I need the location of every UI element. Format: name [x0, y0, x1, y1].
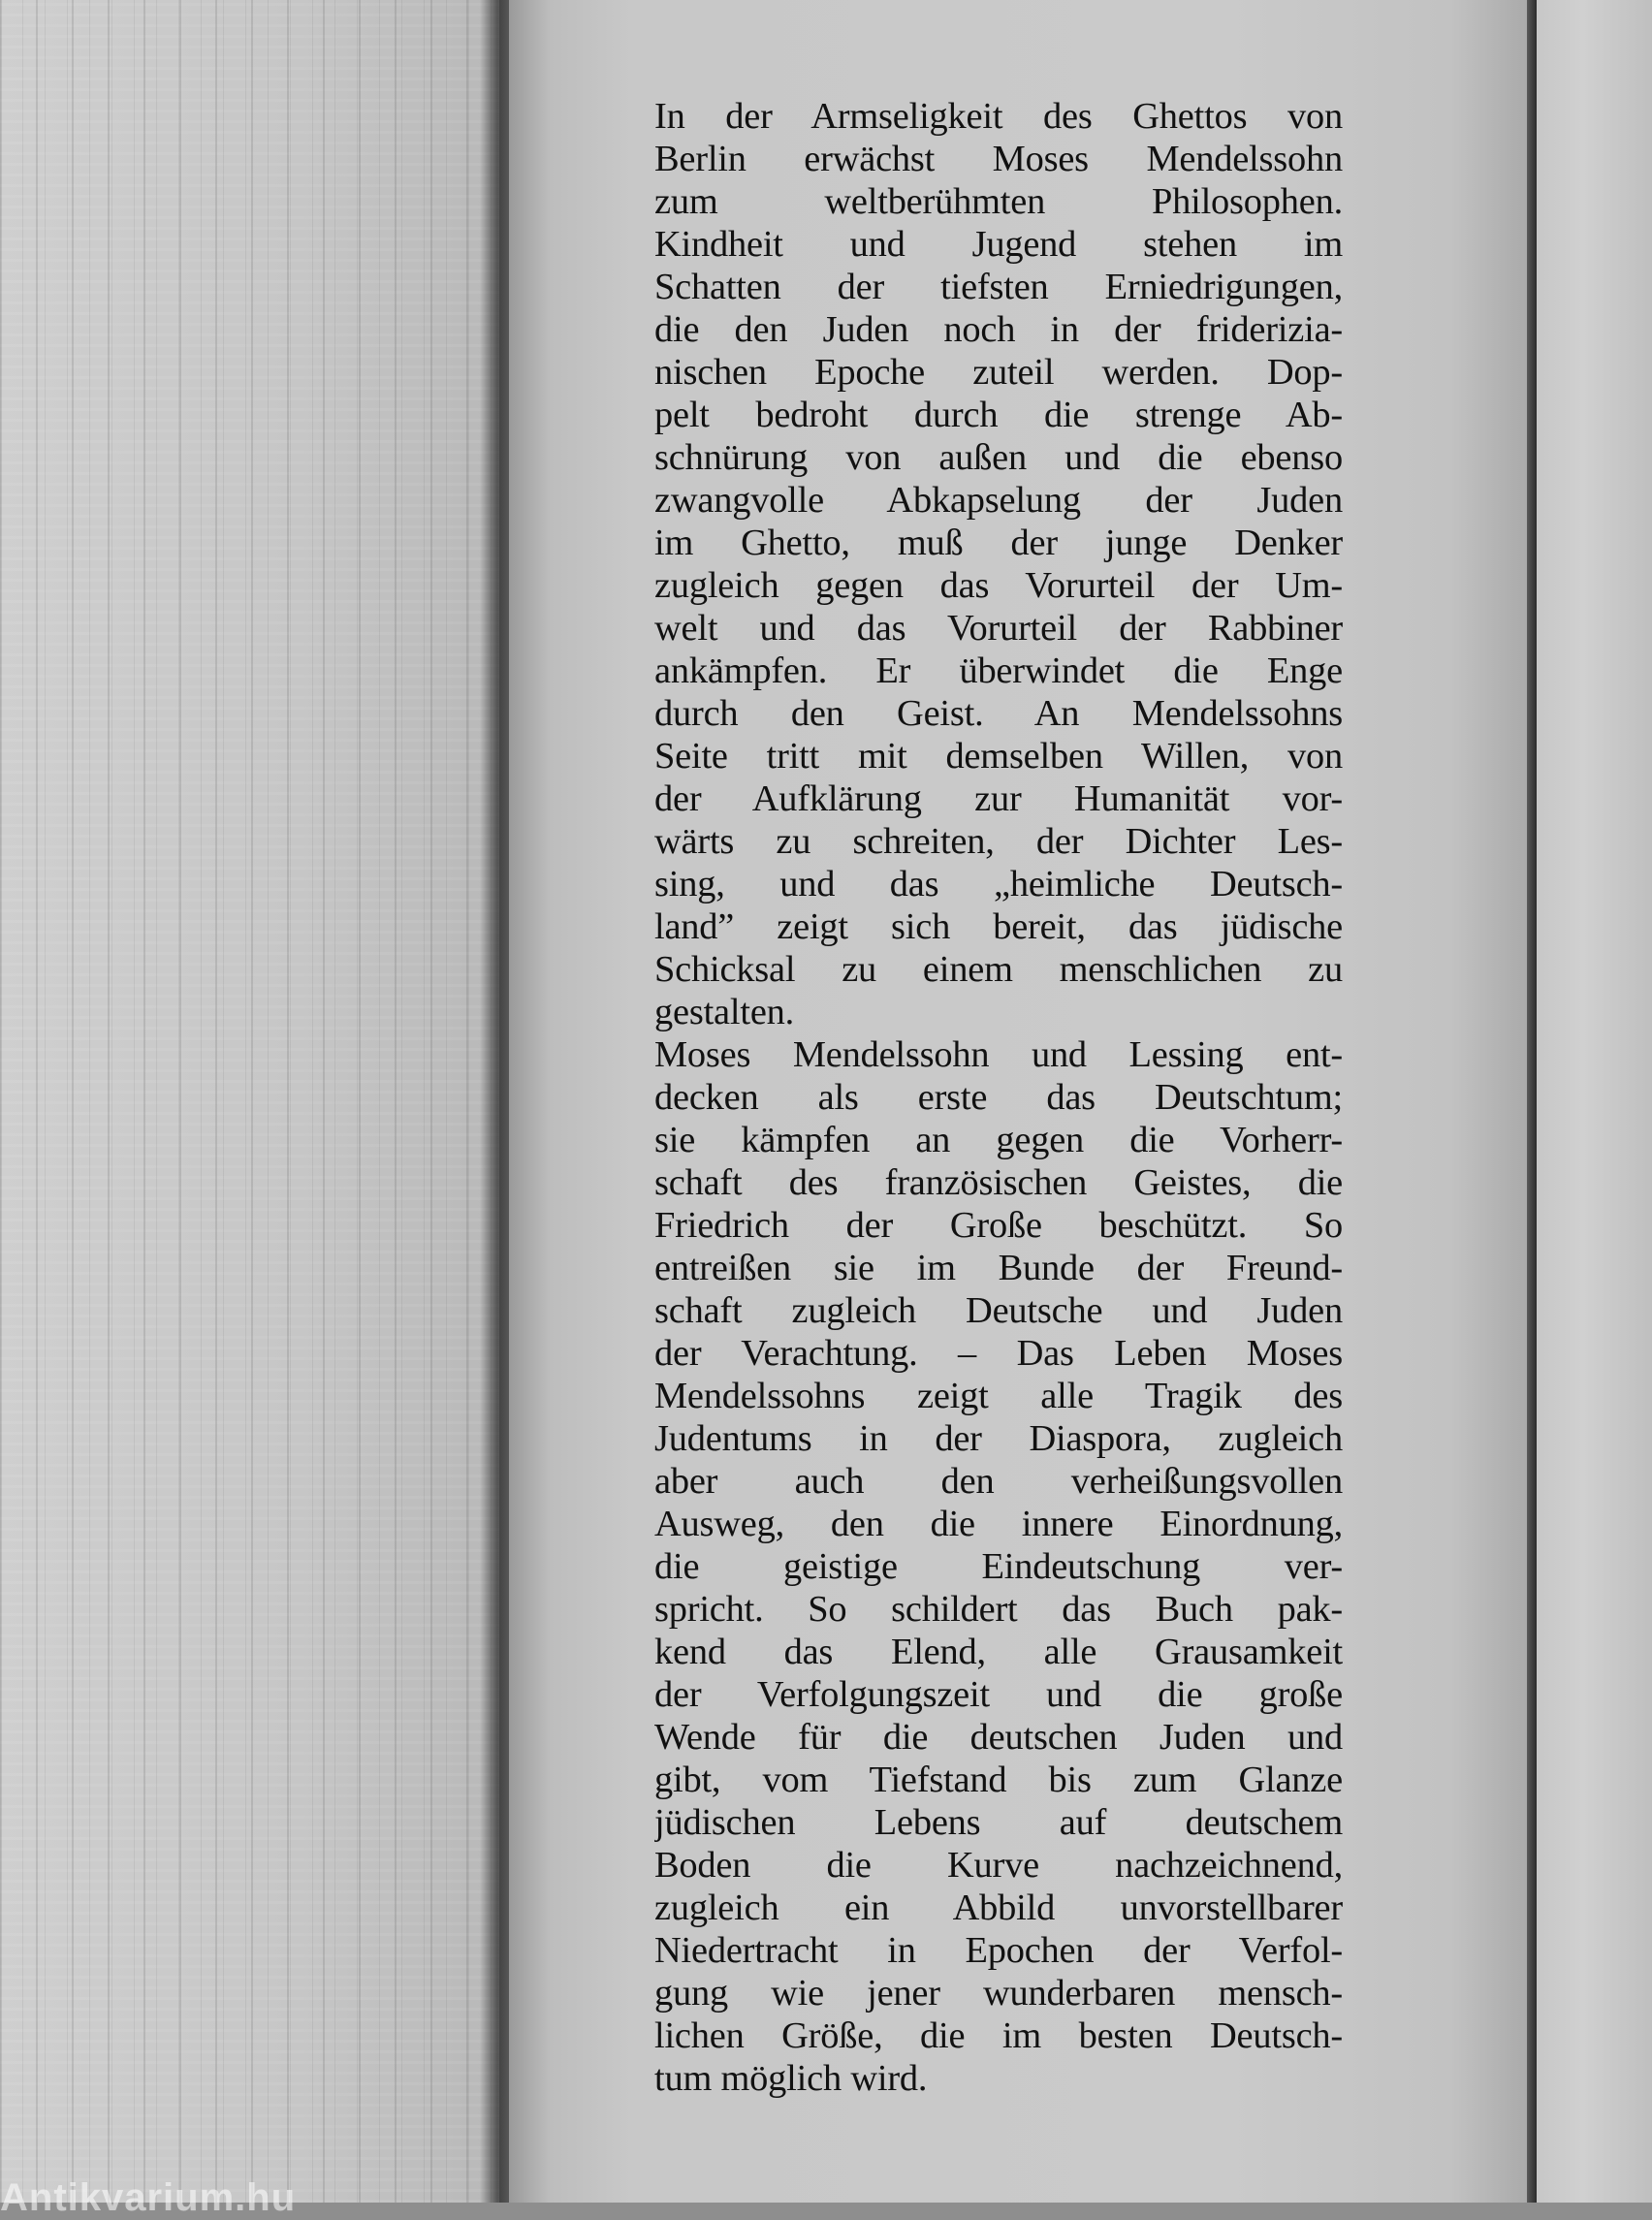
- text-line: die geistige Eindeutschung ver-: [654, 1546, 1343, 1587]
- text-line: sing, und das „heimliche Deutsch-: [654, 864, 1343, 904]
- text-line: zugleich gegen das Vorurteil der Um-: [654, 565, 1343, 606]
- text-line: spricht. So schildert das Buch pak-: [654, 1589, 1343, 1630]
- text-line: Judentums in der Diaspora, zugleich: [654, 1418, 1343, 1459]
- text-line: zwangvolle Abkapselung der Juden: [654, 480, 1343, 521]
- text-line: schaft zugleich Deutsche und Juden: [654, 1290, 1343, 1331]
- text-line: gestalten.: [654, 992, 795, 1032]
- text-line: Ausweg, den die innere Einordnung,: [654, 1504, 1343, 1544]
- text-line: im Ghetto, muß der junge Denker: [654, 523, 1343, 563]
- text-line: Berlin erwächst Moses Mendelssohn: [654, 139, 1343, 179]
- text-line: nischen Epoche zuteil werden. Dop-: [654, 352, 1343, 393]
- text-line: der Verfolgungszeit und die große: [654, 1674, 1343, 1715]
- text-line: der Verachtung. – Das Leben Moses: [654, 1333, 1343, 1374]
- text-line: In der Armseligkeit des Ghettos von: [654, 96, 1343, 137]
- watermark-text: Antikvarium.hu: [0, 2176, 297, 2219]
- flap-edge-shadow: [1527, 0, 1537, 2203]
- text-line: decken als erste das Deutschtum;: [654, 1077, 1343, 1118]
- flap-text-block: [654, 95, 1343, 2100]
- text-line: Moses Mendelssohn und Lessing ent-: [654, 1034, 1343, 1075]
- text-line: pelt bedroht durch die strenge Ab-: [654, 395, 1343, 435]
- text-line: land” zeigt sich bereit, das jüdische: [654, 906, 1343, 947]
- text-line: entreißen sie im Bunde der Freund-: [654, 1248, 1343, 1288]
- text-line: sie kämpfen an gegen die Vorherr-: [654, 1120, 1343, 1160]
- book-cover-texture: [0, 0, 499, 2203]
- text-line: Kindheit und Jugend stehen im: [654, 224, 1343, 265]
- text-line: lichen Größe, die im besten Deutsch-: [654, 2015, 1343, 2056]
- text-line: aber auch den verheißungsvollen: [654, 1461, 1343, 1502]
- text-line: Boden die Kurve nachzeichnend,: [654, 1845, 1343, 1886]
- text-line: ankämpfen. Er überwindet die Enge: [654, 650, 1343, 691]
- text-line: Friedrich der Große beschützt. So: [654, 1205, 1343, 1246]
- text-line: Schicksal zu einem menschlichen zu: [654, 949, 1343, 990]
- text-line: schnürung von außen und die ebenso: [654, 437, 1343, 478]
- text-line: tum möglich wird.: [654, 2058, 928, 2099]
- text-line: Schatten der tiefsten Erniedrigungen,: [654, 267, 1343, 307]
- text-line: Wende für die deutschen Juden und: [654, 1717, 1343, 1758]
- text-line: schaft des französischen Geistes, die: [654, 1162, 1343, 1203]
- text-line: wärts zu schreiten, der Dichter Les-: [654, 821, 1343, 862]
- text-line: Seite tritt mit demselben Willen, von: [654, 736, 1343, 777]
- text-line: gibt, vom Tiefstand bis zum Glanze: [654, 1760, 1343, 1800]
- text-line: Niedertracht in Epochen der Verfol-: [654, 1930, 1343, 1971]
- text-line: zum weltberühmten Philosophen.: [654, 181, 1343, 222]
- text-line: jüdischen Lebens auf deutschem: [654, 1802, 1343, 1843]
- text-line: Mendelssohns zeigt alle Tragik des: [654, 1376, 1343, 1416]
- text-line: durch den Geist. An Mendelssohns: [654, 693, 1343, 734]
- text-line: der Aufklärung zur Humanität vor-: [654, 778, 1343, 819]
- text-line: gung wie jener wunderbaren mensch-: [654, 1973, 1343, 2014]
- text-line: welt und das Vorurteil der Rabbiner: [654, 608, 1343, 649]
- text-line: kend das Elend, alle Grausamkeit: [654, 1632, 1343, 1672]
- background-strip: [1537, 0, 1652, 2203]
- text-line: zugleich ein Abbild unvorstellbarer: [654, 1887, 1343, 1928]
- text-line: die den Juden noch in der frideriziа-: [654, 309, 1343, 350]
